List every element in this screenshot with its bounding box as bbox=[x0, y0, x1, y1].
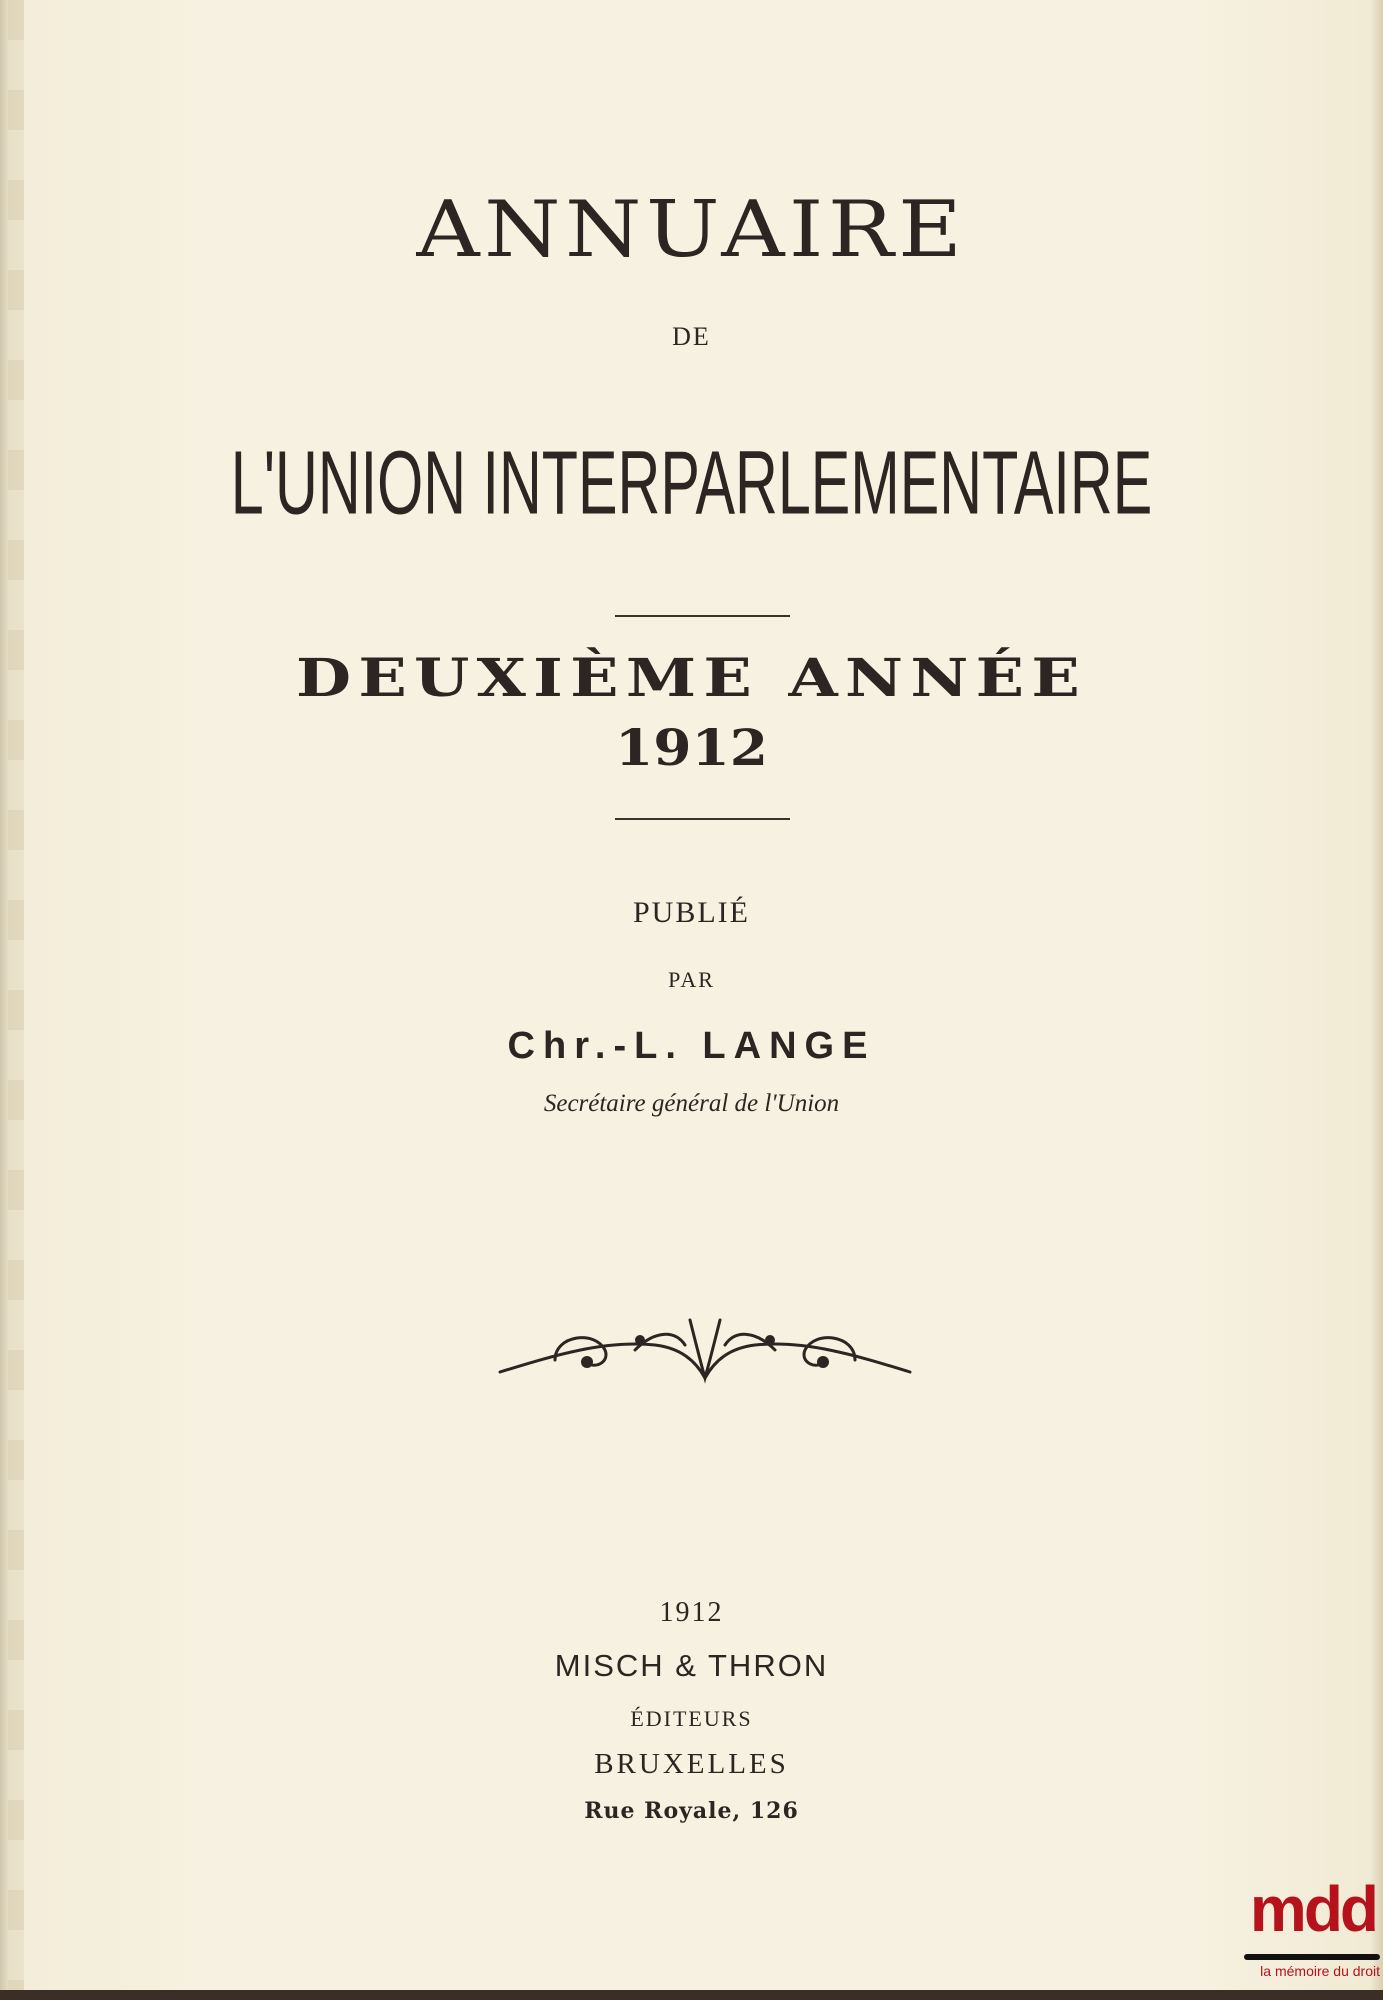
author-name: Chr.-L. LANGE bbox=[507, 1025, 876, 1067]
publisher-city: BRUXELLES bbox=[594, 1748, 789, 1780]
edition-label: DEUXIÈME ANNÉE bbox=[295, 648, 1087, 709]
mdd-logo bbox=[1222, 1873, 1382, 1982]
logo-tagline: la mémoire du droit bbox=[1260, 1963, 1380, 1979]
author-role: Secrétaire général de l'Union bbox=[543, 1090, 840, 1117]
book-title: ANNUAIRE bbox=[416, 185, 967, 275]
logo-mark: mdd bbox=[1249, 1873, 1376, 1945]
ornament-icon bbox=[495, 1300, 915, 1390]
published-label: PUBLIÉ bbox=[633, 896, 750, 929]
organization-name: L'UNION INTERPARLEMENTAIRE bbox=[230, 433, 1153, 534]
binding-gutter bbox=[8, 0, 24, 1990]
by-label: PAR bbox=[668, 967, 715, 992]
divider-rule bbox=[615, 615, 790, 617]
divider-rule bbox=[615, 818, 790, 820]
publisher-address: Rue Royale, 126 bbox=[584, 1798, 799, 1824]
publisher-role: ÉDITEURS bbox=[630, 1706, 753, 1731]
imprint-year: 1912 bbox=[659, 1597, 724, 1628]
edition-year: 1912 bbox=[614, 718, 769, 777]
publisher-name: MISCH & THRON bbox=[554, 1648, 829, 1683]
title-preposition: DE bbox=[672, 322, 711, 351]
scan-bottom-edge bbox=[0, 1990, 1383, 2000]
logo-bar bbox=[1244, 1954, 1380, 1960]
